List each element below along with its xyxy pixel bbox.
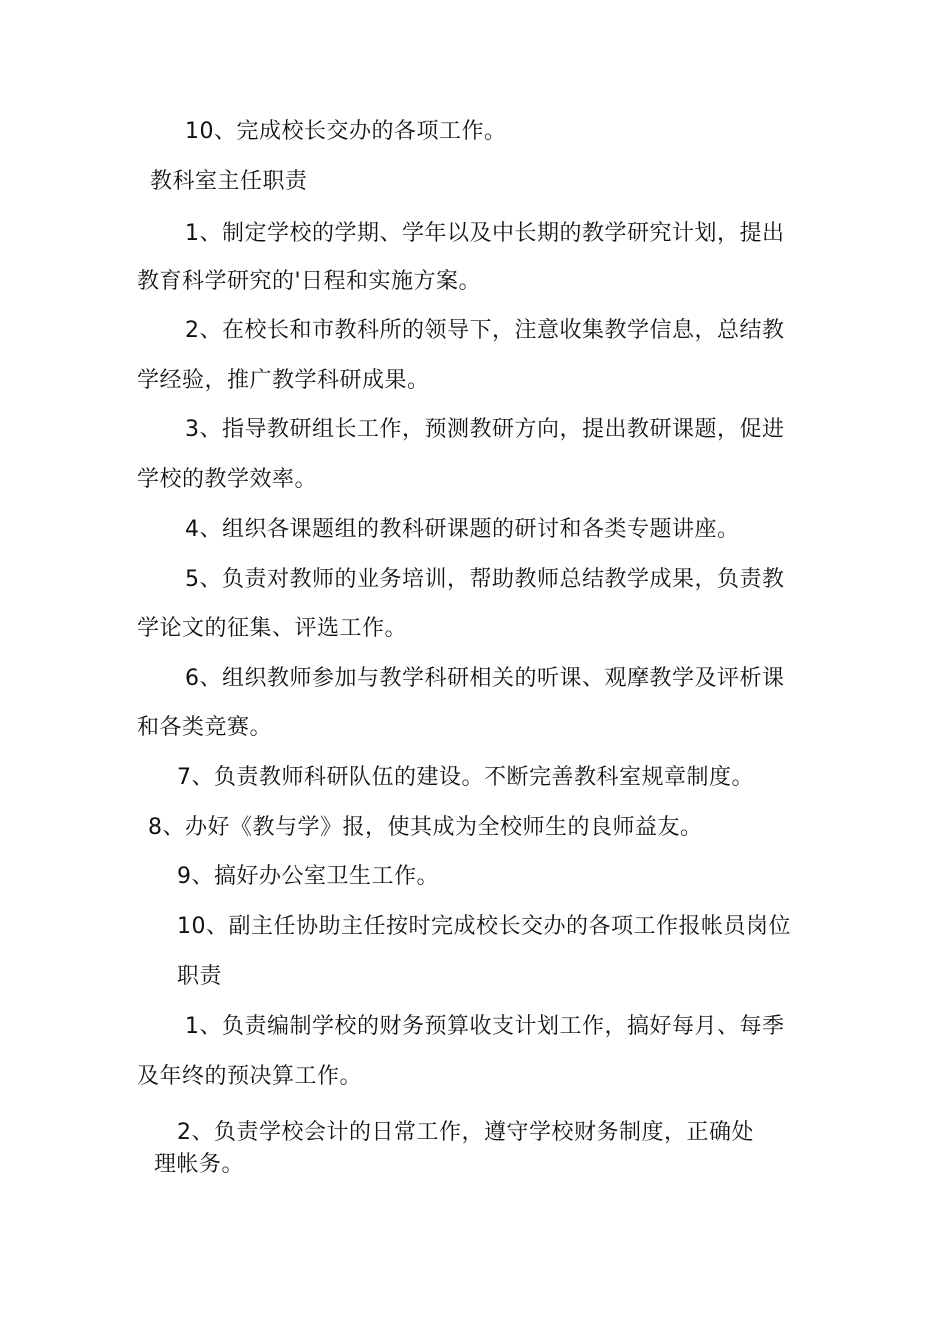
section-heading: 教科室主任职责 xyxy=(150,169,308,194)
text-line: 2、负责学校会计的日常工作，遵守学校财务制度，正确处 xyxy=(177,1120,754,1145)
text-line: 4、组织各课题组的教科研课题的研讨和各类专题讲座。 xyxy=(185,517,740,542)
text-line: 教育科学研究的'日程和实施方案。 xyxy=(137,269,482,294)
text-line: 10、完成校长交办的各项工作。 xyxy=(185,119,507,144)
text-line: 6、组织教师参加与教学科研相关的听课、观摩教学及评析课 xyxy=(185,666,785,691)
text-line: 和各类竞赛。 xyxy=(137,715,273,740)
text-line: 3、指导教研组长工作，预测教研方向，提出教研课题，促进 xyxy=(185,417,785,442)
text-line: 1、制定学校的学期、学年以及中长期的教学研究计划，提出 xyxy=(185,221,785,246)
text-line: 学校的教学效率。 xyxy=(137,467,318,492)
text-line: 7、负责教师科研队伍的建设。不断完善教科室规章制度。 xyxy=(177,765,754,790)
section-heading: 职责 xyxy=(177,964,223,989)
text-line: 学论文的征集、评选工作。 xyxy=(137,616,408,641)
text-line: 理帐务。 xyxy=(154,1152,245,1177)
text-line: 学经验，推广教学科研成果。 xyxy=(137,368,430,393)
text-line: 1、负责编制学校的财务预算收支计划工作，搞好每月、每季 xyxy=(185,1014,785,1039)
text-line: 及年终的预决算工作。 xyxy=(137,1064,363,1089)
text-line: 10、副主任协助主任按时完成校长交办的各项工作报帐员岗位 xyxy=(177,914,791,939)
text-line: 5、负责对教师的业务培训，帮助教师总结教学成果，负责教 xyxy=(185,567,785,592)
text-line: 8、办好《教与学》报，使其成为全校师生的良师益友。 xyxy=(148,815,703,840)
text-line: 2、在校长和市教科所的领导下，注意收集教学信息，总结教 xyxy=(185,318,785,343)
text-line: 9、搞好办公室卫生工作。 xyxy=(177,864,439,889)
